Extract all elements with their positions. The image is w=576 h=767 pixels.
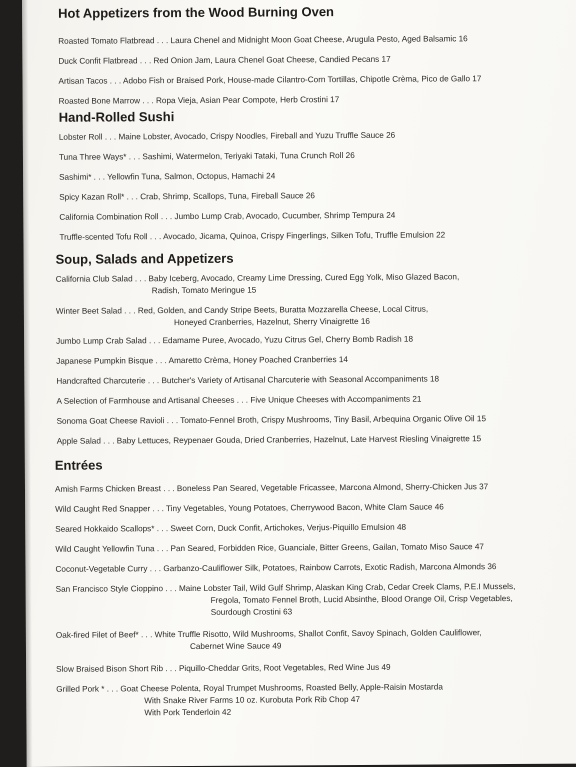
menu-item-continuation: With Snake River Farms 10 oz. Kurobuta Pork Rib Chop 47 [144,694,361,706]
section-heading: Soup, Salads and Appetizers [55,250,234,267]
section-heading: Hand-Rolled Sushi [58,109,175,125]
menu-item [59,170,275,183]
menu-item [59,210,395,224]
menu-item-text: California Combination Roll . . . Jumbo Lump Crab, Avocado, Cucumber, Shrimp Tempura 24 [59,210,396,222]
menu-item [57,413,487,428]
menu-item-text: Truffle-scented Tofu Roll . . . Avocado, Jicama, Quinoa, Crispy Fingerlings, Silken Tofu, Truffle Emulsion 22 [59,230,446,242]
menu-item-continuation: Cabernet Wine Sauce 49 [189,641,282,651]
menu-item [56,627,482,654]
menu-item [58,54,390,68]
menu-item-continuation: With Pork Tenderloin 42 [144,707,232,718]
menu-item-text: A Selection of Farmhouse and Artisanal Cheeses . . . Five Unique Cheeses with Accompaniments 21 [56,394,422,406]
menu-item [55,561,496,576]
menu-item-text: Handcrafted Charcuterie . . . Butcher's Variety of Artisanal Charcuterie with Seasonal Accompaniments 18 [56,374,440,386]
menu-item-text: Grilled Pork * . . . Goat Cheese Polenta, Royal Trumpet Mushrooms, Roasted Belly, Apple-Raisin Mostarda [56,682,443,694]
menu-item [59,150,355,164]
menu-item [56,394,421,408]
menu-item-continuation: Fregola, Tomato Fennel Broth, Lucid Absinthe, Blood Orange Oil, Crisp Vegetables, [210,594,513,605]
menu-item-continuation: Honeyed Cranberries, Hazelnut, Sherry Vinaigrette 16 [173,316,371,328]
section-heading: Hot Appetizers from the Wood Burning Oven [58,4,335,21]
menu-item [56,581,516,620]
menu-item [58,33,468,48]
menu-item-text: California Club Salad . . . Baby Iceberg, Avocado, Creamy Lime Dressing, Cured Egg Yolk, Miso Glazed Bacon, [55,272,460,284]
menu-item [56,662,391,676]
menu-item [55,501,444,515]
menu-item [55,522,406,536]
menu-item [57,433,482,448]
menu-item-text: Winter Beet Salad . . . Red, Golden, and Candy Stripe Beets, Buratta Mozzarella Cheese, Local Citrus, [55,304,429,316]
menu-item-text: San Francisco Style Cioppino . . . Maine Lobster Tail, Wild Gulf Shrimp, Alaskan King Crab, Cedar Creek Clams, P.E.I Mussels, [55,581,516,594]
menu-item-text: Wild Caught Yellowfin Tuna . . . Pan Seared, Forbidden Rice, Guanciale, Bitter Greens, Gailan, Tomato Miso Sauce 47 [55,542,484,554]
menu-item [56,681,443,719]
menu-item-text: Spicy Kazan Roll* . . . Crab, Shrimp, Scallops, Tuna, Fireball Sauce 26 [59,191,315,202]
page-shadow-edge [22,0,33,767]
menu-item [59,94,340,108]
menu-item-text: Tuna Three Ways* . . . Sashimi, Watermelon, Teriyaki Tataki, Tuna Crunch Roll 26 [58,150,355,162]
menu-item [56,354,348,368]
menu-item-text: Sashimi* . . . Yellowfin Tuna, Salmon, Octopus, Hamachi 24 [59,171,276,182]
menu-item-text: Apple Salad . . . Baby Lettuces, Reypenaer Gouda, Dried Cranberries, Hazelnut, Late Harvest Riesling Vinaigrette 15 [56,434,482,446]
menu-item-text: Seared Hokkaido Scallops* . . . Sweet Corn, Duck Confit, Artichokes, Verjus-Piquillo Emulsion 48 [55,522,407,534]
menu-item [55,541,484,556]
menu-item-text: Duck Confit Flatbread . . . Red Onion Jam, Laura Chenel Goat Cheese, Candied Pecans 17 [58,54,391,66]
menu-item [59,229,445,243]
menu-item-text: Amish Farms Chicken Breast . . . Boneless Pan Seared, Vegetable Fricassee, Marcona Almond, Sherry-Chicken Jus 37 [54,482,489,494]
menu-item [56,304,428,330]
menu-item-text: Wild Caught Red Snapper . . . Tiny Vegetables, Young Potatoes, Cherrywood Bacon, White Clam Sauce 46 [55,502,444,514]
menu-item [56,271,460,297]
menu-item [59,130,395,144]
menu-item-text: Oak-fired Filet of Beef* . . . White Truffle Risotto, Wild Mushrooms, Shallot Confit, Savoy Spinach, Golden Cauliflower, [55,628,482,640]
menu-item [55,481,488,496]
menu-item-text: Roasted Tomato Flatbread . . . Laura Chenel and Midnight Moon Goat Cheese, Arugula Pesto, Aged Balsamic 16 [58,34,468,46]
section-heading: Entrées [54,457,103,473]
menu-item-continuation: Sourdough Crostini 63 [210,607,293,617]
menu-item-text: Slow Braised Bison Short Rib . . . Piquillo-Cheddar Grits, Root Vegetables, Red Wine Jus 49 [56,662,391,674]
menu-item-text: Coconut-Vegetable Curry . . . Garbanzo-Cauliflower Silk, Potatoes, Rainbow Carrots, Exotic Radish, Marcona Almonds 36 [55,562,497,574]
menu-item [56,373,439,387]
menu-item [56,334,413,348]
menu-item-text: Roasted Bone Marrow . . . Ropa Vieja, Asian Pear Compote, Herb Crostini 17 [58,95,340,106]
menu-item-continuation: Radish, Tomato Meringue 15 [151,285,257,296]
menu-item-text: Artisan Tacos . . . Adobo Fish or Braised Pork, House-made Cilantro-Corn Tortillas, Chipotle Crèma, Pico de Gallo 17 [58,74,482,86]
menu-item-text: Japanese Pumpkin Bisque . . . Amaretto Crèma, Honey Poached Cranberries 14 [56,355,348,366]
menu-item-text: Jumbo Lump Crab Salad . . . Edamame Puree, Avocado, Yuzu Citrus Gel, Cherry Bomb Radish 18 [56,334,414,346]
menu-page [22,0,576,767]
menu-item-text: Lobster Roll . . . Maine Lobster, Avocado, Crispy Noodles, Fireball and Yuzu Truffle Sauce 26 [58,130,396,142]
menu-item [59,190,315,204]
menu-item [58,73,481,88]
menu-item-text: Sonoma Goat Cheese Ravioli . . . Tomato-Fennel Broth, Crispy Mushrooms, Tiny Basil, Arbequina Organic Olive Oil 15 [56,414,487,426]
